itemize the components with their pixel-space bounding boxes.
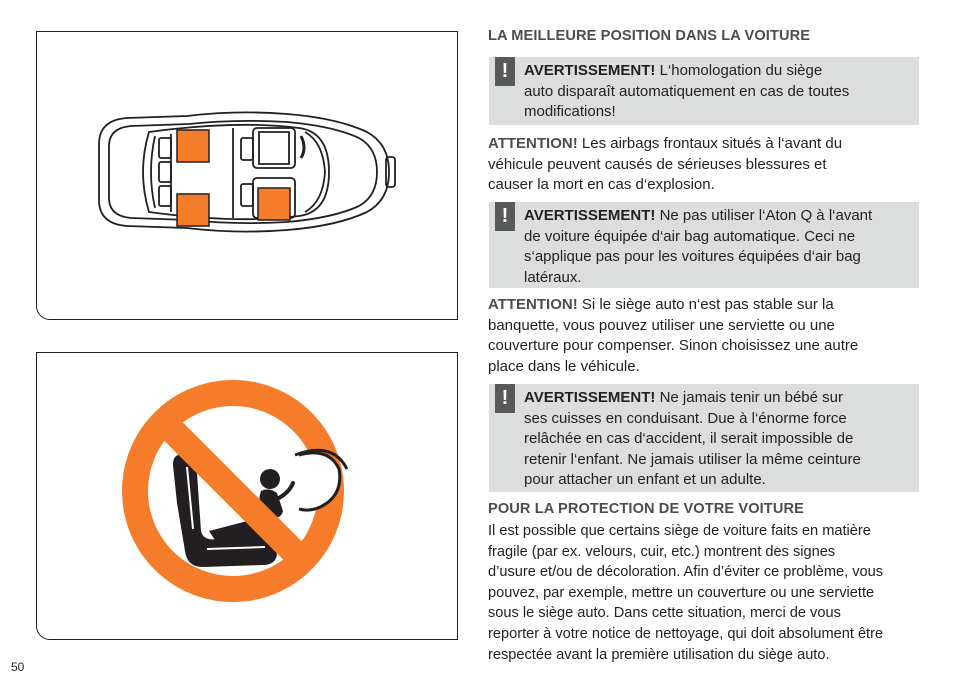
attention-text: place dans le véhicule. (488, 357, 640, 375)
warning-label: AVERTISSEMENT! (524, 389, 656, 406)
page-title: LA MEILLEURE POSITION DANS LA VOITURE (488, 28, 811, 44)
warning-text: de voiture équipée d‘air bag automatique. Ceci ne (524, 227, 856, 245)
attention-label: ATTENTION! (488, 296, 578, 313)
body-line: pouvez, par exemple, mettre un couverture ou une serviette (488, 584, 875, 601)
seat-position-rear-right (177, 194, 209, 226)
body-line: sous le siège auto. Dans cette situation, merci de vous (488, 605, 841, 622)
section-heading-position (488, 28, 920, 44)
attention-text: couverture pour compenser. Sinon choisissez une autre (488, 337, 859, 354)
page-number: 50 (11, 660, 25, 674)
attention-label: ATTENTION! (488, 135, 578, 152)
attention-stability (488, 295, 920, 377)
attention-airbag (488, 134, 920, 196)
warning-text: auto disparaît automatiquement en cas de toutes (524, 82, 850, 100)
warning-text: Ne jamais tenir un bébé sur (655, 389, 844, 406)
warning-text: modifications! (524, 103, 616, 120)
body-line: d’usure et/ou de décoloration. Afin d’éviter ce problème, vous (488, 564, 884, 581)
warning-box-homologation (489, 57, 919, 125)
warning-text: L‘homologation du siège (655, 62, 823, 79)
attention-text: véhicule peuvent causés de sérieuses blessures et (488, 155, 827, 173)
car-figure-panel (36, 31, 458, 320)
no-rear-facing-seat-airbag-icon (37, 353, 457, 639)
warning-exclamation-icon: ! (495, 202, 515, 231)
prohibition-figure-panel (36, 352, 458, 640)
body-line: Il est possible que certains siège de voiture faits en matière (488, 523, 871, 539)
section-heading: POUR LA PROTECTION DE VOTRE VOITURE (488, 501, 804, 517)
body-line: reporter à votre notice de nettoyage, qui doit absolument être (488, 625, 884, 642)
warning-text: Ne pas utiliser l‘Aton Q à l‘avant (655, 207, 873, 224)
attention-text: Si le siège auto n‘est pas stable sur la (577, 296, 834, 313)
attention-text: banquette, vous pouvez utiliser une serviette ou une (488, 316, 835, 334)
body-line: fragile (par ex. velours, cuir, etc.) montrent des signes (488, 543, 836, 560)
warning-label: AVERTISSEMENT! (524, 207, 656, 224)
attention-text: causer la mort en cas d‘explosion. (488, 176, 715, 193)
warning-box-front-airbag (489, 202, 919, 288)
warning-text: relâchée en cas d‘accident, il serait impossible de (524, 430, 854, 447)
warning-text: s‘applique pas pour les voitures équipées d‘air bag (524, 248, 861, 265)
warning-text: pour attacher un enfant et un adulte. (524, 471, 766, 488)
section-protection (488, 501, 920, 665)
body-line: respectée avant la première utilisation du siège auto. (488, 646, 830, 663)
attention-text: Les airbags frontaux situés à l‘avant du (577, 135, 843, 152)
car-top-view-icon (37, 32, 457, 319)
warning-text: ses cuisses en conduisant. Due à l‘énorme force (524, 409, 847, 427)
warning-text: retenir l‘enfant. Ne jamais utiliser la même ceinture (524, 450, 861, 468)
warning-exclamation-icon: ! (495, 384, 515, 413)
warning-label: AVERTISSEMENT! (524, 62, 656, 79)
protection-body (488, 521, 920, 665)
seat-position-front (258, 188, 290, 220)
seat-position-rear-left (177, 130, 209, 162)
warning-exclamation-icon: ! (495, 57, 515, 86)
warning-text: latéraux. (524, 268, 582, 286)
warning-box-baby-lap (489, 384, 919, 492)
